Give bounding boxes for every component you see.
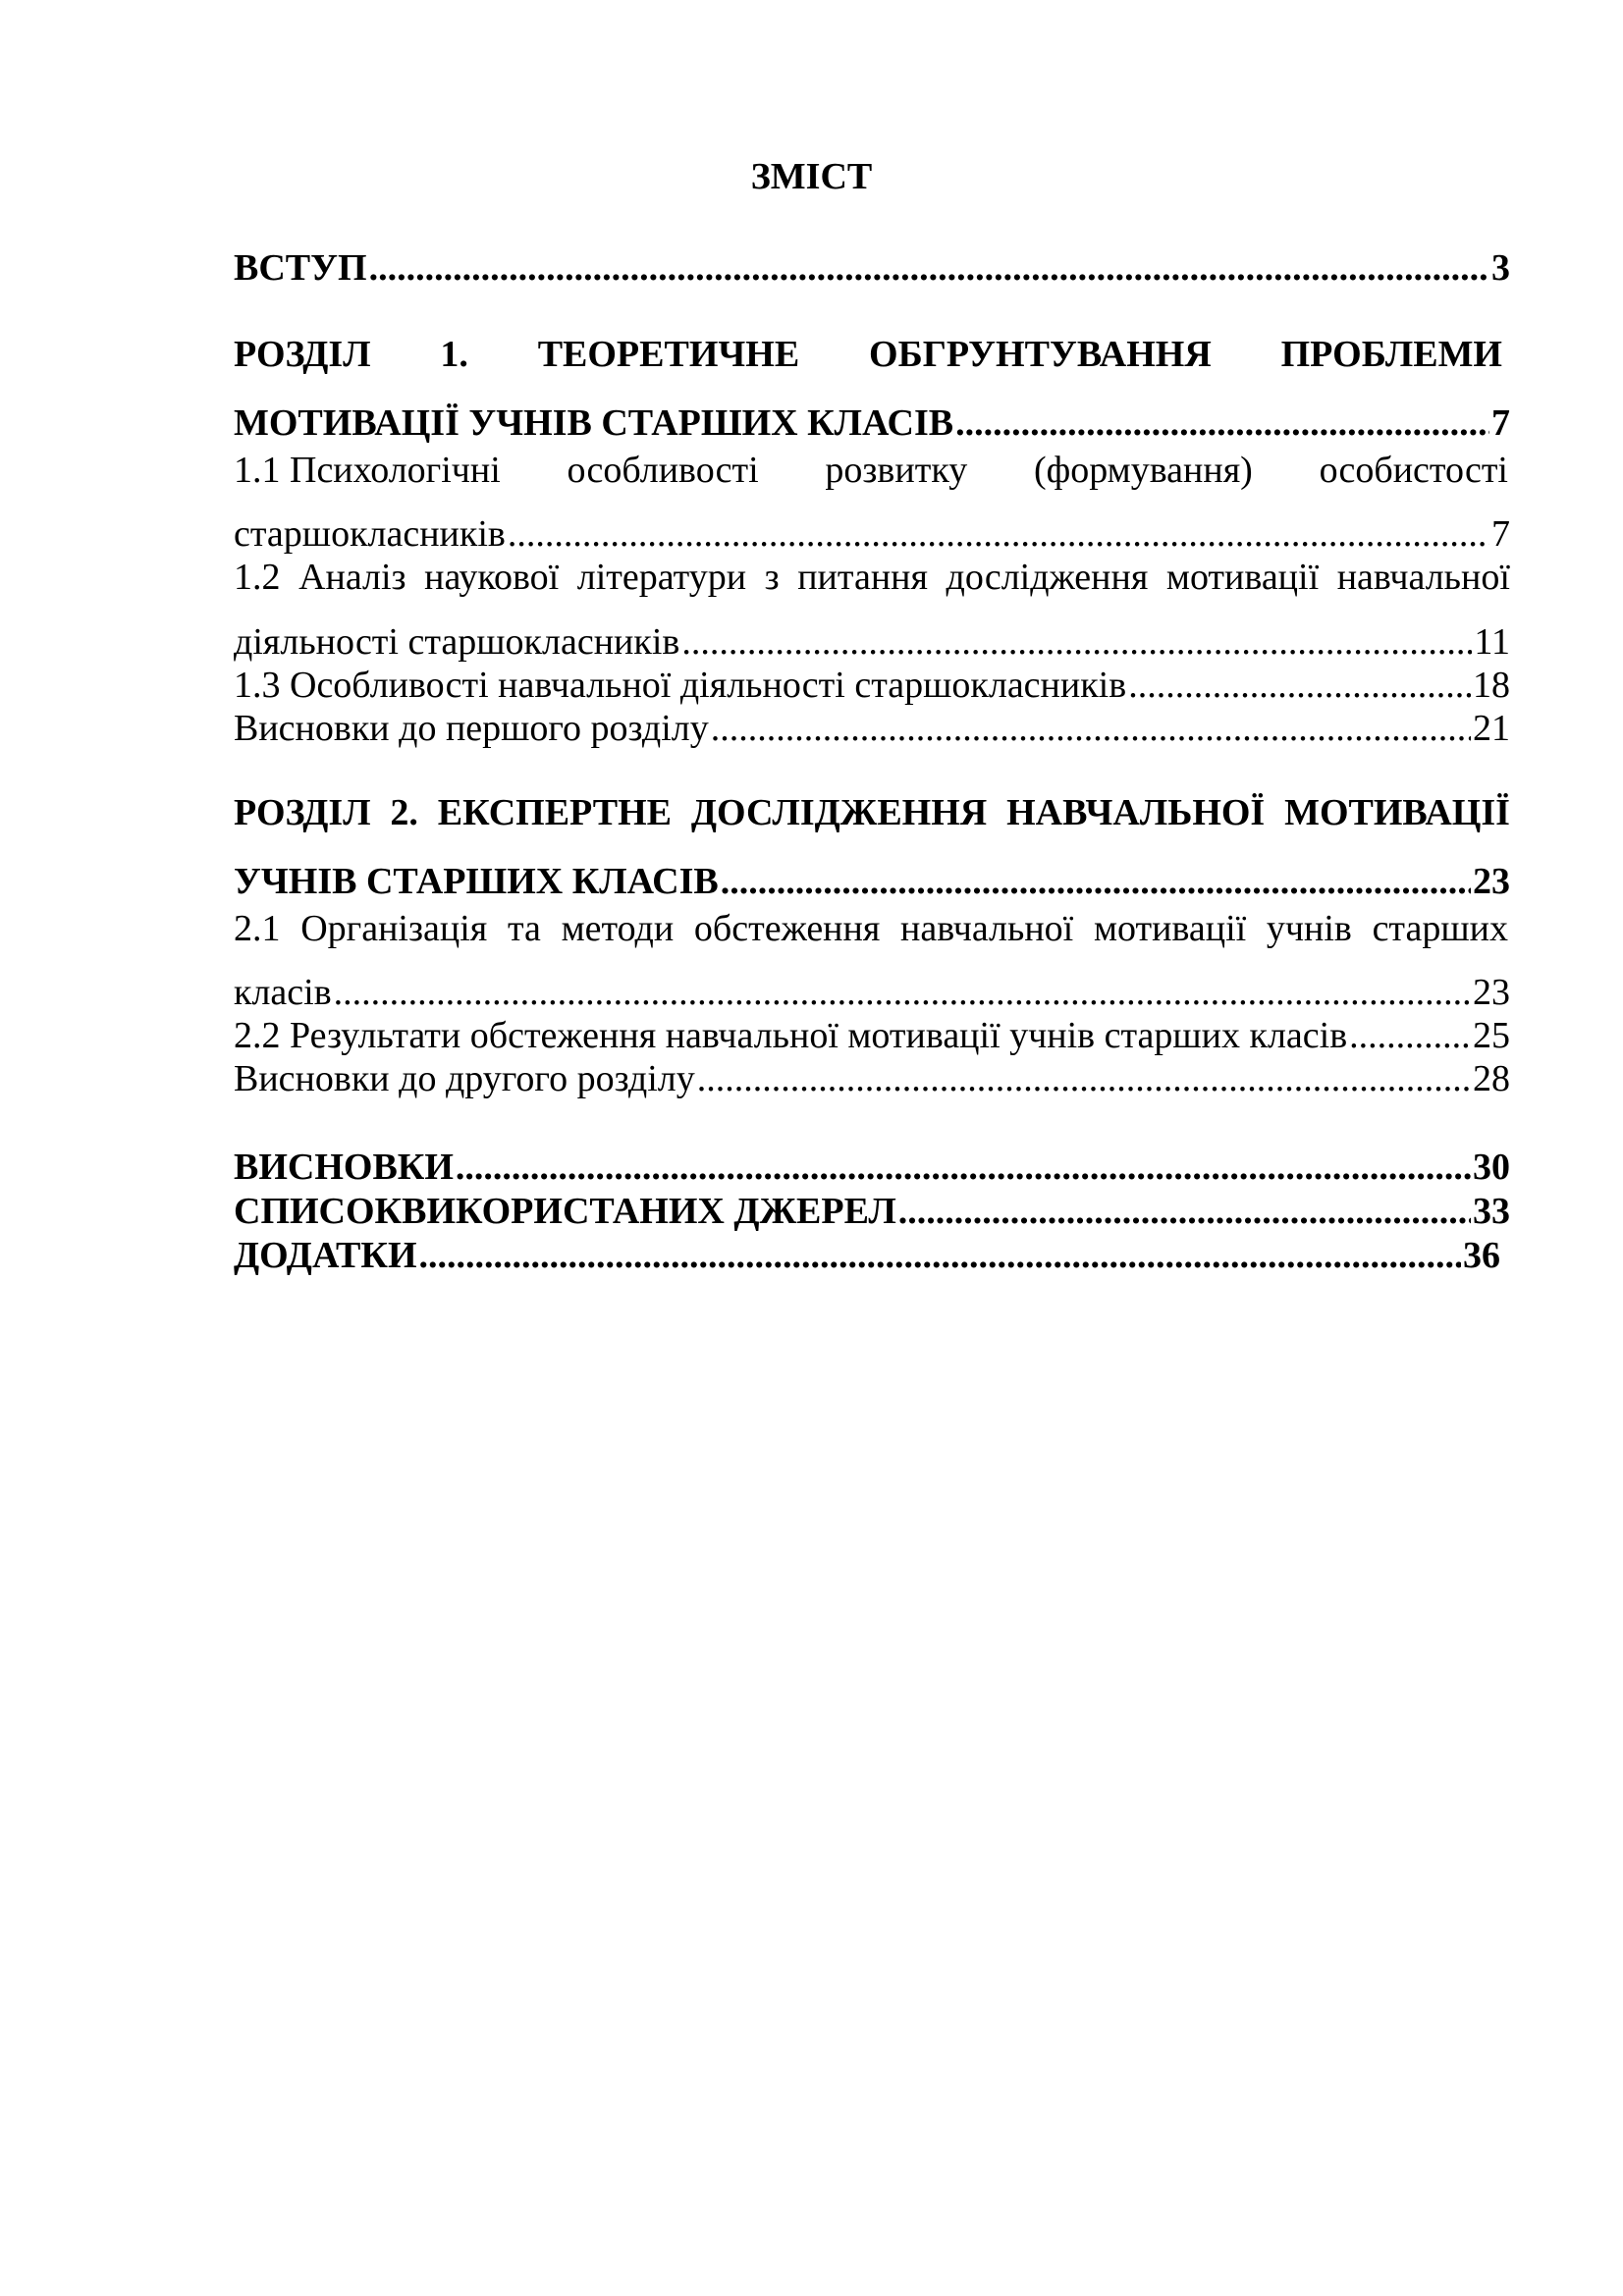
toc-entry-text: діяльності старшокласників	[234, 621, 680, 663]
toc-page-number: 36	[1463, 1235, 1500, 1276]
dot-leader	[955, 401, 1489, 445]
word: Організація	[300, 908, 488, 949]
dot-leader	[681, 620, 1472, 664]
word: 2.	[390, 792, 418, 833]
toc-entry-appendices[interactable]	[234, 1234, 1500, 1277]
toc-entry-text: класів	[234, 972, 332, 1013]
word: старших	[1372, 908, 1508, 949]
toc-page-number: 25	[1473, 1015, 1510, 1056]
word: розвитку	[825, 450, 968, 491]
toc-page-number: 21	[1473, 708, 1510, 749]
word: учнів	[1266, 908, 1352, 949]
dot-leader	[1349, 1014, 1471, 1057]
toc-section1-title-line1[interactable]	[234, 333, 1502, 376]
toc-page-number: 11	[1474, 621, 1510, 663]
toc-entry-2-2[interactable]	[234, 1014, 1510, 1057]
word: навчальної	[1336, 557, 1510, 598]
toc-entry-1-1-line1[interactable]	[234, 449, 1508, 492]
dot-leader	[456, 1146, 1471, 1189]
toc-page-number: 18	[1473, 665, 1510, 706]
word: РОЗДІЛ	[234, 792, 371, 833]
toc-page-number: 30	[1473, 1147, 1510, 1188]
toc-section2-title-line2[interactable]	[234, 860, 1510, 903]
toc-entry-1-1-line2[interactable]	[234, 512, 1510, 556]
toc-entry-2-1-line1[interactable]	[234, 907, 1508, 950]
toc-entry-text: 1.3 Особливості навчальної діяльності старшокласників	[234, 665, 1127, 706]
word: ПРОБЛЕМИ	[1280, 334, 1502, 375]
toc-page-number: 23	[1473, 972, 1510, 1013]
word: Аналіз	[298, 557, 406, 598]
word: дослідження	[946, 557, 1149, 598]
toc-entry-2-1-line2[interactable]	[234, 971, 1510, 1014]
toc-page-number: 33	[1473, 1191, 1510, 1232]
word: обстеження	[693, 908, 881, 949]
dot-leader	[1128, 664, 1471, 707]
word: (формування)	[1033, 450, 1253, 491]
word: ТЕОРЕТИЧНЕ	[537, 334, 800, 375]
toc-page-number: 7	[1491, 402, 1510, 444]
dot-leader	[419, 1234, 1461, 1277]
toc-entry-intro[interactable]	[234, 246, 1510, 290]
word: з	[764, 557, 780, 598]
toc-entry-references[interactable]	[234, 1190, 1510, 1233]
dot-leader	[898, 1190, 1471, 1233]
toc-page-number: 7	[1491, 513, 1510, 555]
toc-entry-text: старшокласників	[234, 513, 506, 555]
dot-leader	[721, 860, 1471, 903]
word: 1.	[440, 334, 468, 375]
toc-entry-text: ВСТУП	[234, 247, 367, 289]
dot-leader	[697, 1057, 1471, 1100]
toc-section2-title-line1[interactable]	[234, 791, 1510, 834]
toc-page-number: 23	[1473, 861, 1510, 902]
word: МОТИВАЦІЇ	[1284, 792, 1510, 833]
toc-page-number: 28	[1473, 1058, 1510, 1099]
toc-entry-conclusions[interactable]	[234, 1146, 1510, 1189]
word: наукової	[424, 557, 560, 598]
toc-entry-text: СПИСОКВИКОРИСТАНИХ ДЖЕРЕЛ	[234, 1191, 896, 1232]
word: особистості	[1319, 450, 1508, 491]
word: літератури	[576, 557, 747, 598]
toc-entry-text: Висновки до другого розділу	[234, 1058, 695, 1099]
dot-leader	[508, 512, 1489, 556]
word: та	[507, 908, 541, 949]
toc-entry-1-3[interactable]	[234, 664, 1510, 707]
toc-section1-title-line2[interactable]	[234, 401, 1510, 445]
dot-leader	[711, 707, 1471, 750]
dot-leader	[334, 971, 1471, 1014]
word: ОБГРУНТУВАННЯ	[869, 334, 1212, 375]
toc-entry-text: УЧНІВ СТАРШИХ КЛАСІВ	[234, 861, 719, 902]
toc-entry-text: ВИСНОВКИ	[234, 1147, 454, 1188]
toc-entry-1-2-line1[interactable]	[234, 556, 1510, 599]
word: ДОСЛІДЖЕННЯ	[690, 792, 988, 833]
toc-entry-text: МОТИВАЦІЇ УЧНІВ СТАРШИХ КЛАСІВ	[234, 402, 954, 444]
word: 1.1 Психологічні	[234, 450, 501, 491]
word: мотивації	[1093, 908, 1247, 949]
word: особливості	[567, 450, 759, 491]
dot-leader	[369, 246, 1489, 290]
word: 1.2	[234, 557, 281, 598]
word: мотивації	[1165, 557, 1320, 598]
word: методи	[561, 908, 675, 949]
toc-entry-section2-conclusions[interactable]	[234, 1057, 1510, 1100]
word: ЕКСПЕРТНЕ	[437, 792, 672, 833]
toc-entry-1-2-line2[interactable]	[234, 620, 1510, 664]
toc-heading: ЗМІСТ	[750, 156, 873, 197]
word: питання	[797, 557, 928, 598]
toc-entry-section1-conclusions[interactable]	[234, 707, 1510, 750]
word: НАВЧАЛЬНОЇ	[1006, 792, 1266, 833]
toc-entry-text: Висновки до першого розділу	[234, 708, 709, 749]
toc-entry-text: ДОДАТКИ	[234, 1235, 417, 1276]
toc-entry-text: 2.2 Результати обстеження навчальної мотивації учнів старших класів	[234, 1015, 1348, 1056]
toc-page-number: 3	[1491, 247, 1510, 289]
word: навчальної	[900, 908, 1074, 949]
word: 2.1	[234, 908, 281, 949]
word: РОЗДІЛ	[234, 334, 371, 375]
